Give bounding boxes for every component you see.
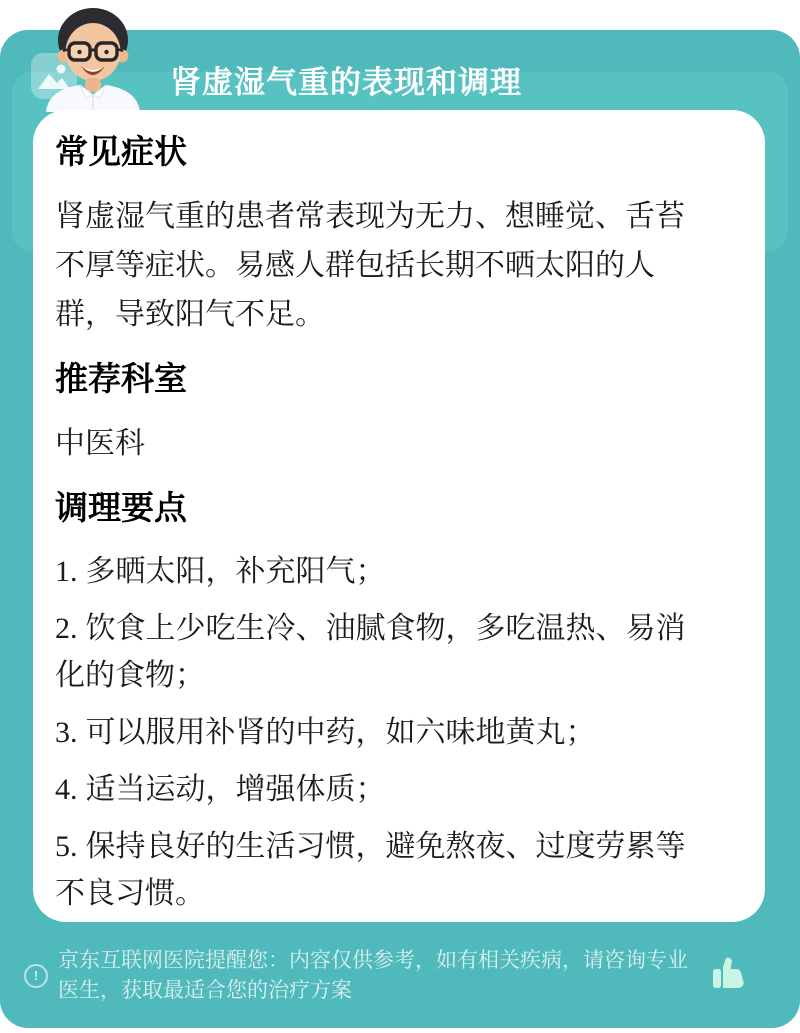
section-heading-symptoms: 常见症状	[55, 133, 187, 170]
list-item-number: 1.	[55, 555, 78, 588]
list-item-number: 4.	[55, 773, 78, 806]
care-points-list	[55, 548, 695, 917]
footer-notice-text: 京东互联网医院提醒您：内容仅供参考，如有相关疾病，请咨询专业医生，获取最适合您的治疗方案	[58, 949, 688, 1002]
list-item	[55, 605, 695, 699]
list-item-text: 饮食上少吃生冷、油腻食物，多吃温热、易消化的食物；	[55, 612, 686, 692]
list-item-number: 2.	[55, 612, 78, 645]
list-item-text: 多晒太阳，补充阳气；	[85, 555, 386, 588]
list-item	[55, 709, 695, 756]
list-item	[55, 548, 695, 595]
list-item-text: 保持良好的生活习惯，避免熬夜、过度劳累等不良习惯。	[55, 830, 686, 910]
section-heading-department: 推荐科室	[55, 360, 187, 397]
list-item-number: 5.	[55, 830, 78, 863]
symptoms-paragraph: 肾虚湿气重的患者常表现为无力、想睡觉、舌苔不厚等症状。易感人群包括长期不晒太阳的人群，导致阳气不足。	[55, 200, 685, 331]
list-item-text: 可以服用补肾的中药，如六味地黄丸；	[85, 716, 596, 749]
thumbs-up-icon[interactable]	[711, 954, 745, 990]
department-value: 中医科	[55, 427, 145, 460]
list-item	[55, 823, 695, 917]
list-item	[55, 766, 695, 813]
content-card	[33, 110, 765, 922]
list-item-text: 适当运动，增强体质；	[85, 773, 386, 806]
page-title: 肾虚湿气重的表现和调理	[170, 65, 522, 100]
section-heading-care-points: 调理要点	[55, 489, 187, 526]
list-item-number: 3.	[55, 716, 78, 749]
doctor-avatar	[18, 0, 168, 112]
exclamation-circle-icon: !	[24, 964, 48, 988]
footer-disclaimer	[24, 946, 776, 1006]
